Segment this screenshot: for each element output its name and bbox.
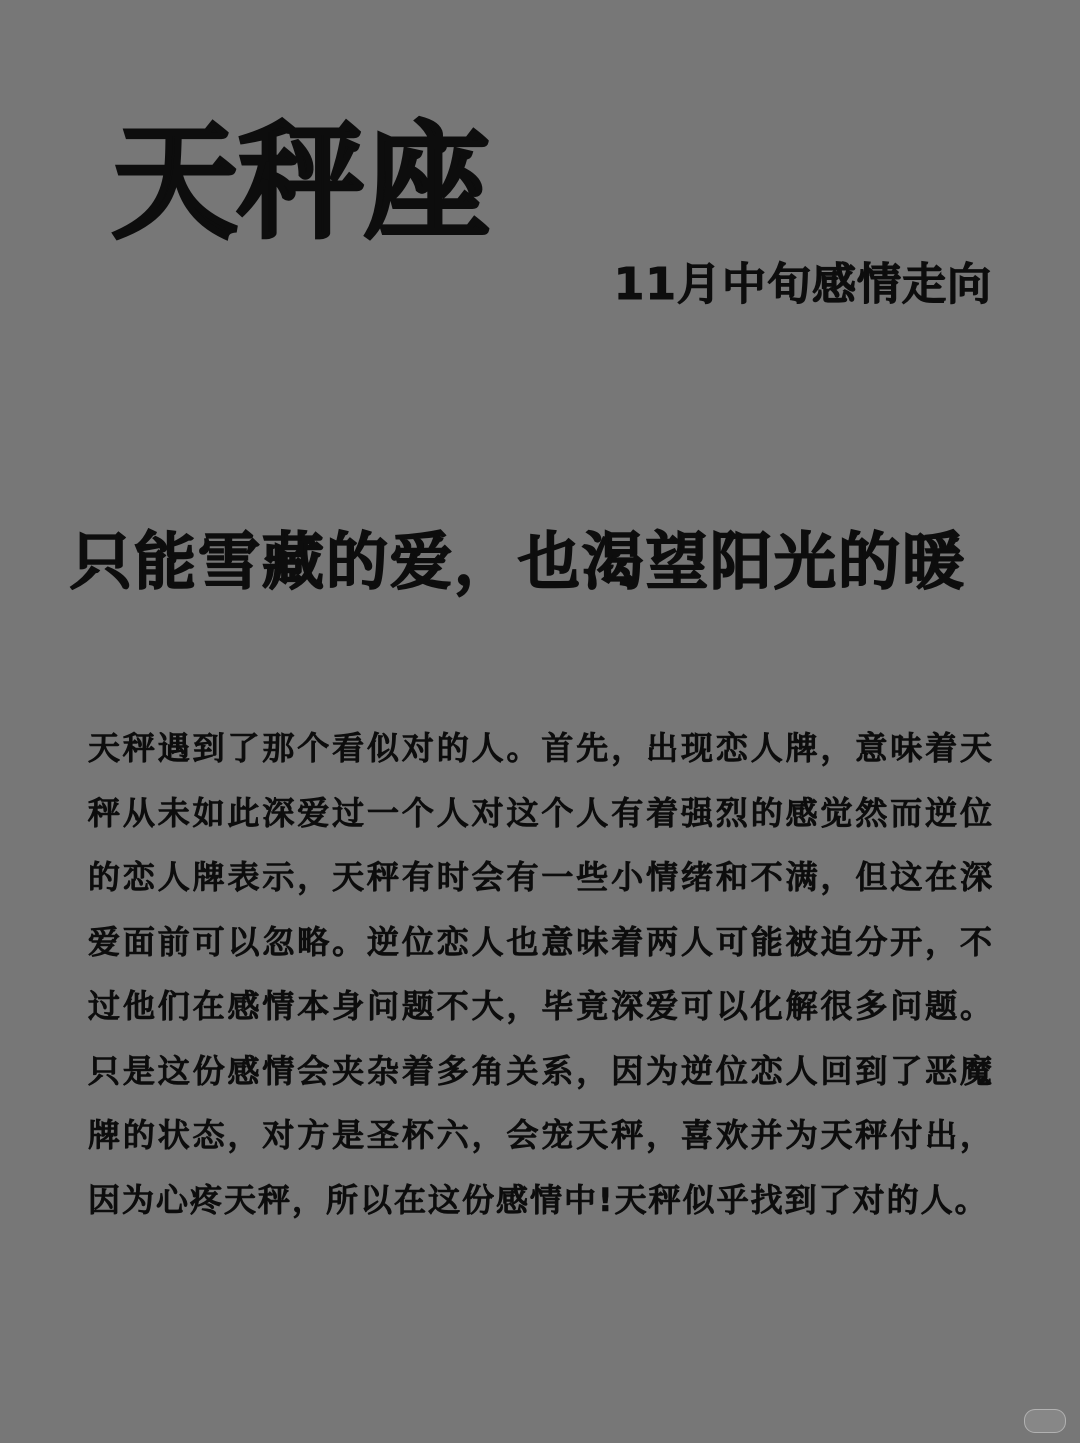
body-paragraph: 天秤遇到了那个看似对的人。首先，出现恋人牌，意味着天秤从未如此深爱过一个人对这个人有着强烈的感觉然而逆位的恋人牌表示，天秤有时会有一些小情绪和不满，但这在深爱面前可以忽略。逆位恋人也意味着两人可能被迫分开，不过他们在感情本身问题不大，毕竟深爱可以化解很多问题。只是这份感情会夹杂着多角关系，因为逆位恋人回到了恶魔牌的状态，对方是圣杯六，会宠天秤，喜欢并为天秤付出，因为心疼天秤，所以在这份感情中!天秤似乎找到了对的人。: [88, 729, 994, 1219]
headline: 只能雪藏的爱，也渴望阳光的暖: [70, 525, 967, 598]
page-title: 天秤座: [112, 109, 490, 256]
page-subtitle: 11月中旬感情走向: [613, 259, 992, 310]
watermark-logo: [1024, 1409, 1066, 1433]
